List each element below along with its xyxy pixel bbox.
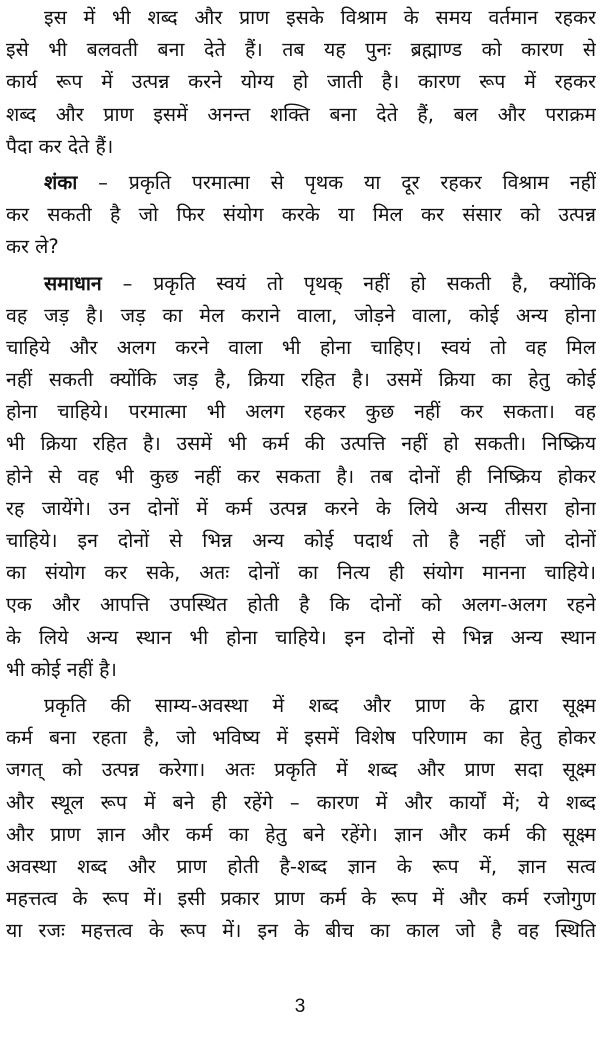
text-line: इसे भी बलवती बना देते हैं। तब यह पुनः ब्रह्माण्ड को कारण से (6, 38, 596, 62)
text-line: शब्द और प्राण इसमें अनन्त शक्ति बना देते हैं, बल और पराक्रम (6, 102, 596, 126)
text-line: इस में भी शब्द और प्राण इसके विश्राम के समय वर्तमान रहकर (44, 6, 596, 29)
text-line: और प्राण ज्ञान और कर्म का हेतु बने रहेंगे। ज्ञान और कर्म की सूक्ष्म (6, 822, 596, 846)
text-line: प्रकृति की साम्य-अवस्था में शब्द और प्राण के द्वारा सूक्ष्म (44, 693, 596, 717)
text-line: वह जड़ है। जड़ का मेल कराने वाला, जोड़ने वाला, कोई अन्य होना (6, 303, 596, 327)
term-shanka: शंका (44, 170, 78, 194)
text-line: चाहिये और अलग करने वाला भी होना चाहिए। स्वयं तो वह मिल (6, 335, 596, 359)
text-line (6, 268, 596, 300)
term-samadhan: समाधान (44, 271, 102, 295)
text-line: भी कोई नहीं है। (6, 657, 117, 681)
text-line: कार्य रूप में उत्पन्न करने योग्य हो जाती है। कारण रूप में रहकर (6, 70, 596, 94)
text-line: चाहिये। इन दोनों से भिन्न अन्य कोई पदार्थ तो है नहीं जो दोनों (6, 529, 596, 552)
text-line: और स्थूल रूप में बने ही रहेंगे – कारण में और कार्यों में; ये शब्द (6, 790, 596, 814)
paragraph-4 (6, 690, 596, 948)
text-line: अवस्था शब्द और प्राण होती है-शब्द ज्ञान के रूप में, ज्ञान सत्व (6, 854, 596, 878)
paragraph-1 (6, 2, 596, 163)
text-line (6, 167, 596, 199)
text-line: महत्तत्व के रूप में। इसी प्रकार प्राण कर्म के रूप में और कर्म रजोगुण (6, 887, 596, 911)
text-line-rest: – प्रकृति परमात्मा से पृथक या दूर रहकर विश्राम नहीं (77, 170, 596, 194)
paragraph-2 (6, 167, 596, 264)
text-line: रह जायेंगे। उन दोनों में कर्म उत्पन्न करने के लिये अन्य तीसरा होना (6, 496, 596, 520)
text-line: कर्म बना रहता है, जो भविष्य में इसमें विशेष परिणाम का हेतु होकर (6, 726, 596, 750)
text-line: कर ले? (6, 235, 59, 259)
text-line: होने से वह भी कुछ नहीं कर सकता है। तब दोनों ही निष्क्रिय होकर (6, 464, 596, 488)
page-body (6, 2, 596, 951)
text-line-rest: – प्रकृति स्वयं तो पृथक् नहीं हो सकती है, क्योंकि (101, 271, 596, 295)
text-line: कर सकती है जो फिर संयोग करके या मिल कर संसार को उत्पन्न (6, 203, 596, 227)
text-line: भी क्रिया रहित है। उसमें भी कर्म की उत्पत्ति नहीं हो सकती। निष्क्रिय (6, 432, 596, 456)
text-line: का संयोग कर सके, अतः दोनों का नित्य ही संयोग मानना चाहिये। (6, 561, 596, 585)
text-line: के लिये अन्य स्थान भी होना चाहिये। इन दोनों से भिन्न अन्य स्थान (6, 625, 596, 649)
text-line: जगत् को उत्पन्न करेगा। अतः प्रकृति में शब्द और प्राण सदा सूक्ष्म (6, 758, 596, 782)
text-line: नहीं सकती क्योंकि जड़ है, क्रिया रहित है। उसमें क्रिया का हेतु कोई (6, 368, 596, 392)
text-line: एक और आपत्ति उपस्थित होती है कि दोनों को अलग-अलग रहने (6, 593, 596, 617)
page-number: 3 (294, 996, 306, 1017)
text-line: पैदा कर देते हैं। (6, 134, 114, 158)
text-line: होना चाहिये। परमात्मा भी अलग रहकर कुछ नहीं कर सकता। वह (6, 400, 596, 424)
paragraph-3 (6, 268, 596, 686)
text-line: या रजः महत्तत्व के रूप में। इन के बीच का काल जो है वह स्थिति (6, 919, 596, 943)
